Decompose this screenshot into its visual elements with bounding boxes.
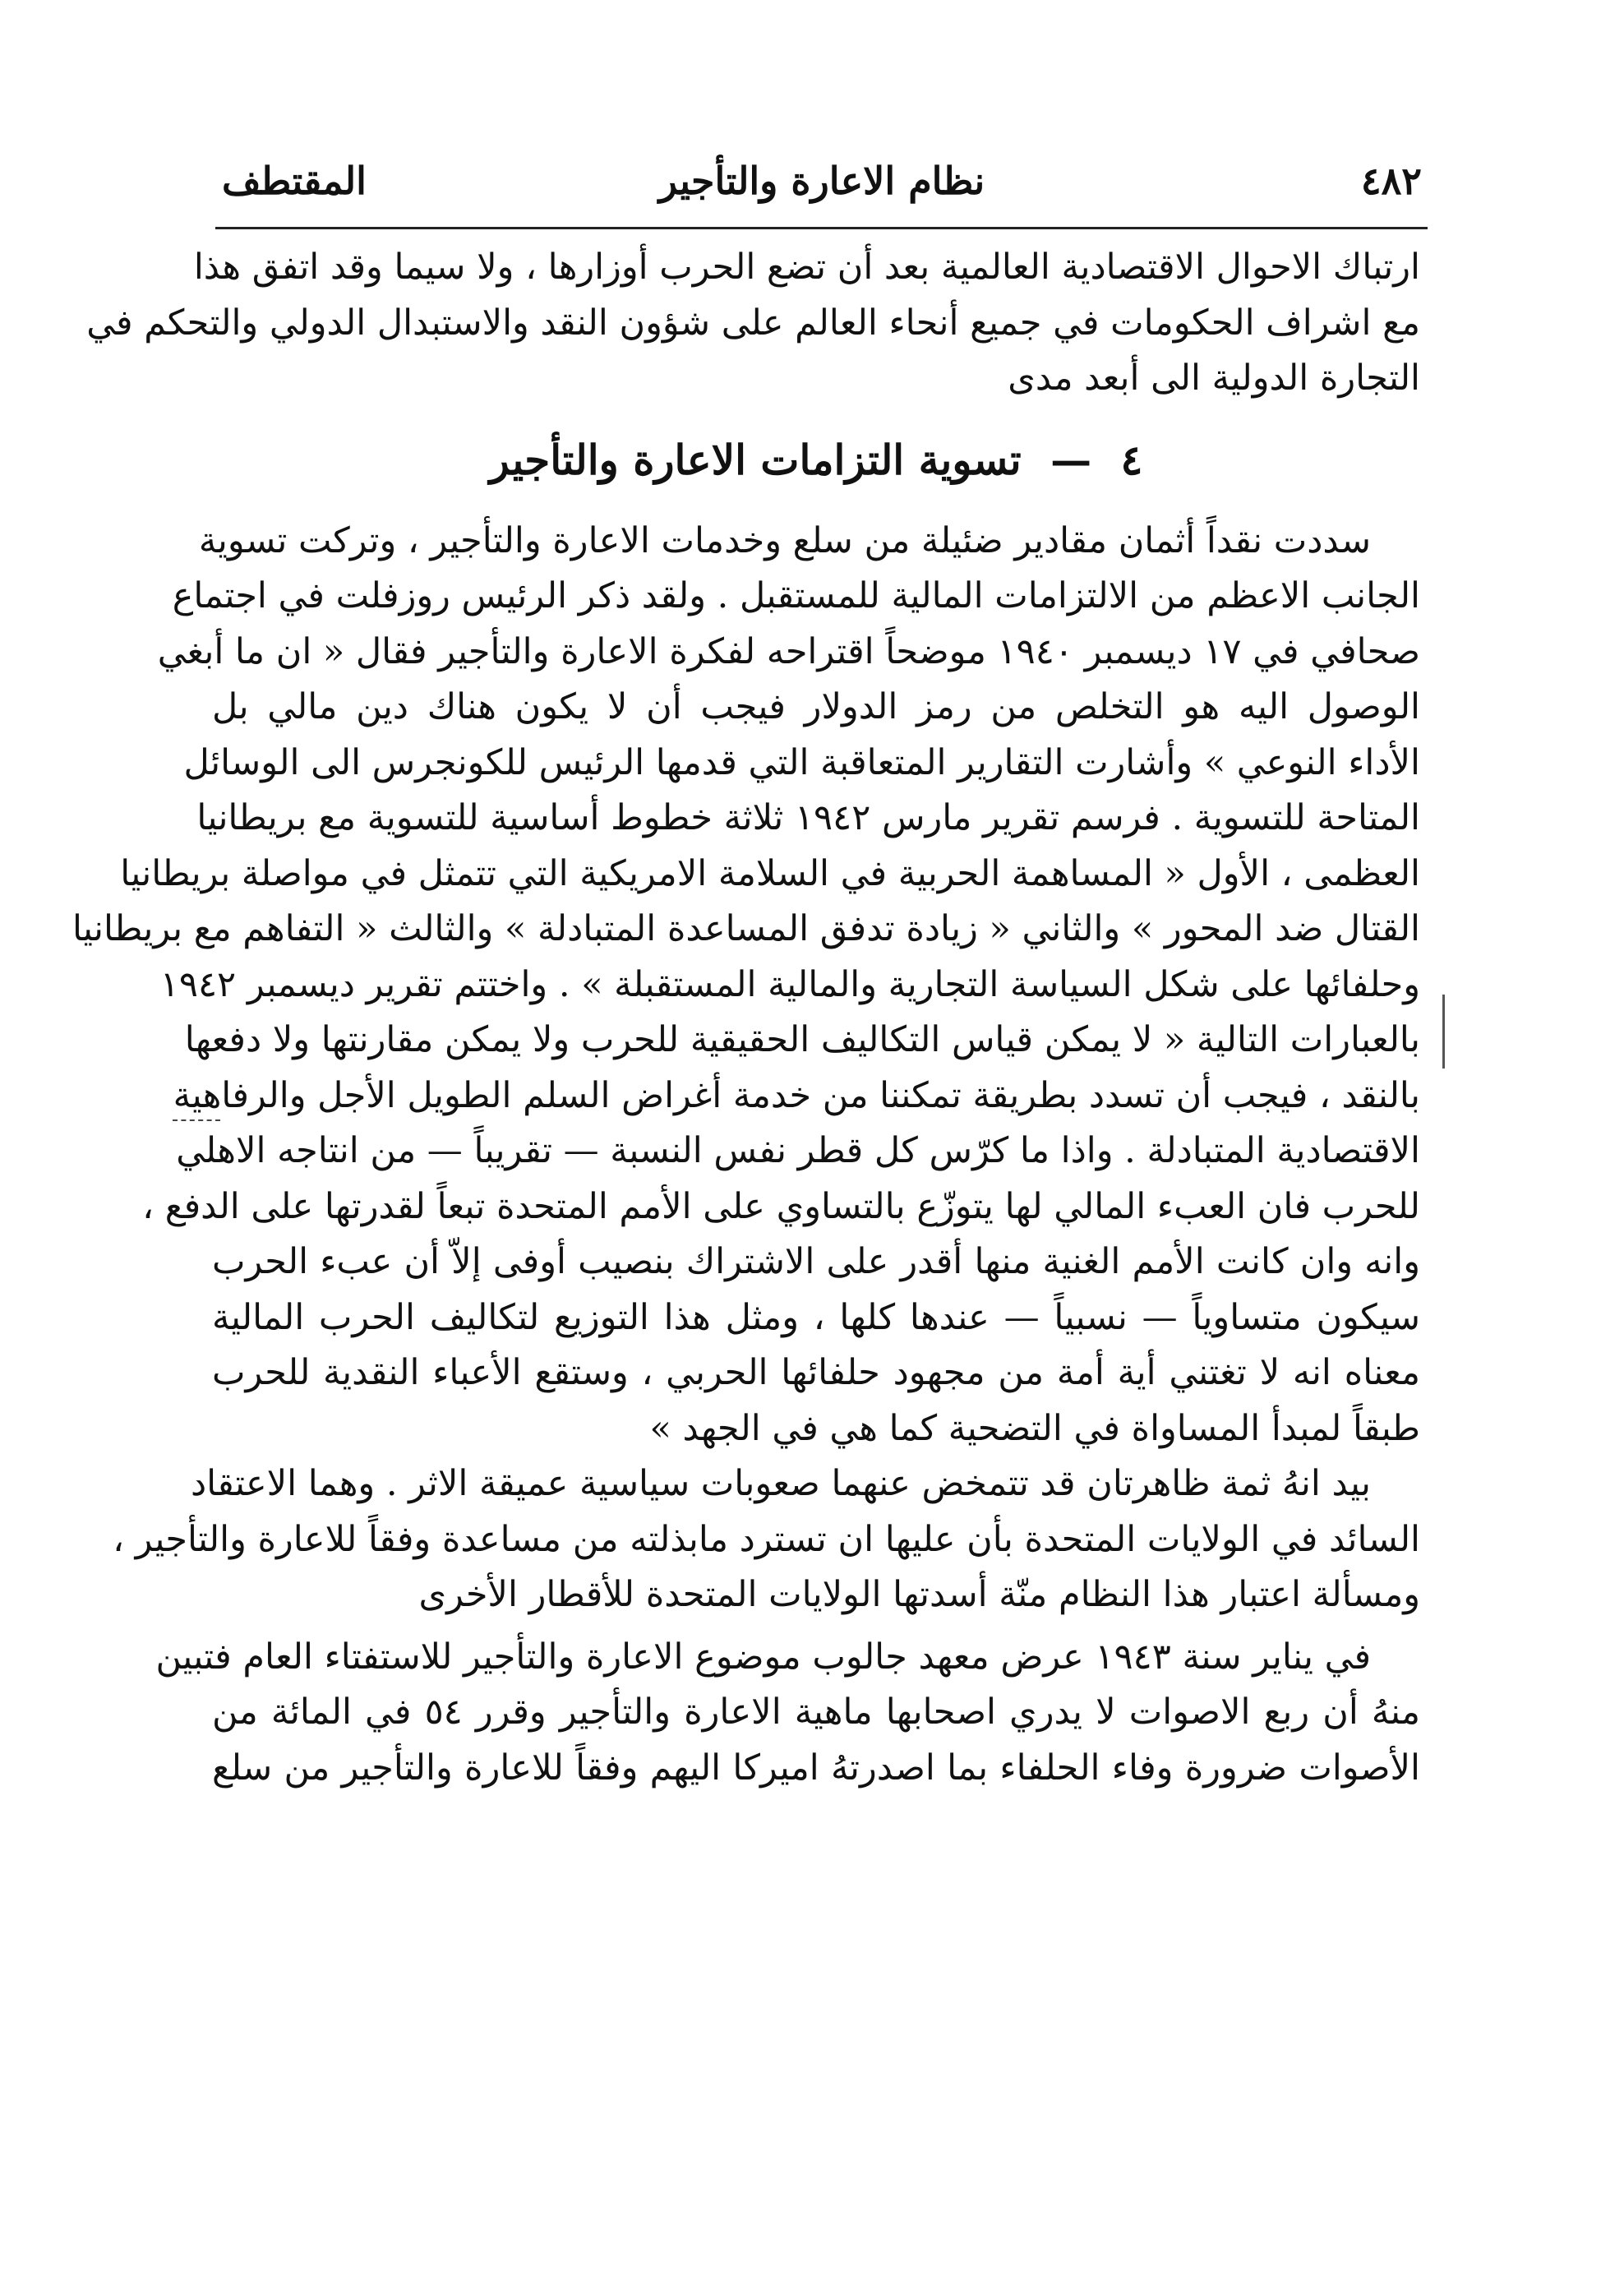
section-number: ٤ [1120,435,1143,484]
text-line: صحافي في ١٧ ديسمبر ١٩٤٠ موضحاً اقتراحه لفكرة الاعارة والتأجير فقال « ان ما أبغي [157,630,1420,672]
text-line: الأداء النوعي » وأشارت التقارير المتعاقبة التي قدمها الرئيس للكونجرس الى الوسائل [183,741,1420,783]
scan-margin-tick [1442,995,1445,1069]
text-line: معناه انه لا تغتني أية أمة من مجهود حلفائها الحربي ، وستقع الأعباء النقدية للحرب [212,1352,1420,1393]
text-line: التجارة الدولية الى أبعد مدى [1008,358,1420,399]
text-line: للحرب فان العبء المالي لها يتوزّع بالتساوي على الأمم المتحدة تبعاً لقدرتها على الدفع ، [142,1185,1420,1227]
text-line: الجانب الاعظم من الالتزامات المالية للمستقبل . ولقد ذكر الرئيس روزفلت في اجتماع [172,575,1420,616]
text-line: الأصوات ضرورة وفاء الحلفاء بما اصدرتهُ اميركا اليهم وفقاً للاعارة والتأجير من سلع [212,1747,1420,1789]
text-line: ومسألة اعتبار هذا النظام منّة أسدتها الولايات المتحدة للأقطار الأخرى [418,1574,1420,1615]
header-rule [215,227,1428,229]
section-title: تسوية التزامات الاعارة والتأجير [489,435,1022,484]
text-line: مع اشراف الحكومات في جميع أنحاء العالم على شؤون النقد والاستبدال الدولي والتحكم في [86,302,1420,344]
text-line: وانه وان كانت الأمم الغنية منها أقدر على الاشتراك بنصيب أوفى إلاّ أن عبء الحرب [212,1241,1420,1282]
paragraph-2 [72,514,1420,1457]
text-line: بالنقد ، فيجب أن تسدد بطريقة تمكننا من خدمة أغراض السلم الطويل الأجل والرفاهية [173,1074,1420,1116]
text-line: منهُ أن ربع الاصوات لا يدري اصحابها ماهية الاعارة والتأجير وقرر ٥٤ في المائة من [212,1692,1420,1733]
text-line: ارتباك الاحوال الاقتصادية العالمية بعد أن تضع الحرب أوزارها ، ولا سيما وقد اتفق هذا [193,247,1420,288]
page-body [72,240,1420,1796]
text-line: السائد في الولايات المتحدة بأن عليها ان تسترد مابذلته من مساعدة وفقاً للاعارة والتأجير ، [113,1518,1420,1560]
scan-margin-mark [173,1119,220,1121]
text-line: الاقتصادية المتبادلة . واذا ما كرّس كل قطر نفس النسبة — تقريباً — من انتاجه الاهلي [176,1130,1420,1171]
text-line: وحلفائها على شكل السياسة التجارية والمالية المستقبلة » . واختتم تقرير ديسمبر ١٩٤٢ [159,963,1420,1005]
paragraph-3 [113,1456,1420,1623]
text-line: طبقاً لمبدأ المساواة في التضحية كما هي في الجهد » [649,1407,1420,1449]
journal-name: المقتطف [222,159,367,203]
paragraph-gap [212,1623,1420,1630]
paragraph-1 [86,240,1420,407]
text-line: سيكون متساوياً — نسبياً — عندها كلها ، ومثل هذا التوزيع لتكاليف الحرب المالية [212,1296,1420,1338]
text-line: سددت نقداً أثمان مقادير ضئيلة من سلع وخدمات الاعارة والتأجير ، وتركت تسوية [198,519,1371,561]
paragraph-4 [155,1630,1420,1797]
text-line: القتال ضد المحور » والثاني « زيادة تدفق المساعدة المتبادلة » والثالث « التفاهم مع بريطانيا [72,908,1420,949]
running-title: نظام الاعارة والتأجير [658,159,985,203]
text-line: الوصول اليه هو التخلص من رمز الدولار فيجب أن لا يكون هناك دين مالي بل [212,686,1420,727]
text-line: العظمى ، الأول « المساهمة الحربية في السلامة الامريكية التي تتمثل في مواصلة بريطانيا [120,852,1420,894]
page-number: ٤٨٢ [1360,159,1422,203]
text-line: في يناير سنة ١٩٤٣ عرض معهد جالوب موضوع الاعارة والتأجير للاستفتاء العام فتبين [155,1636,1371,1678]
text-line: المتاحة للتسوية . فرسم تقرير مارس ١٩٤٢ ثلاثة خطوط أساسية للتسوية مع بريطانيا [196,797,1420,838]
text-line: بيد انهُ ثمة ظاهرتان قد تتمخض عنهما صعوبات سياسية عميقة الاثر . وهما الاعتقاد [190,1463,1371,1504]
running-header [222,123,1422,222]
section-dash: — [1050,435,1092,484]
text-line: بالعبارات التالية « لا يمكن قياس التكاليف الحقيقية للحرب ولا يمكن مقارنتها ولا دفعها [184,1019,1420,1060]
section-heading [212,407,1420,514]
